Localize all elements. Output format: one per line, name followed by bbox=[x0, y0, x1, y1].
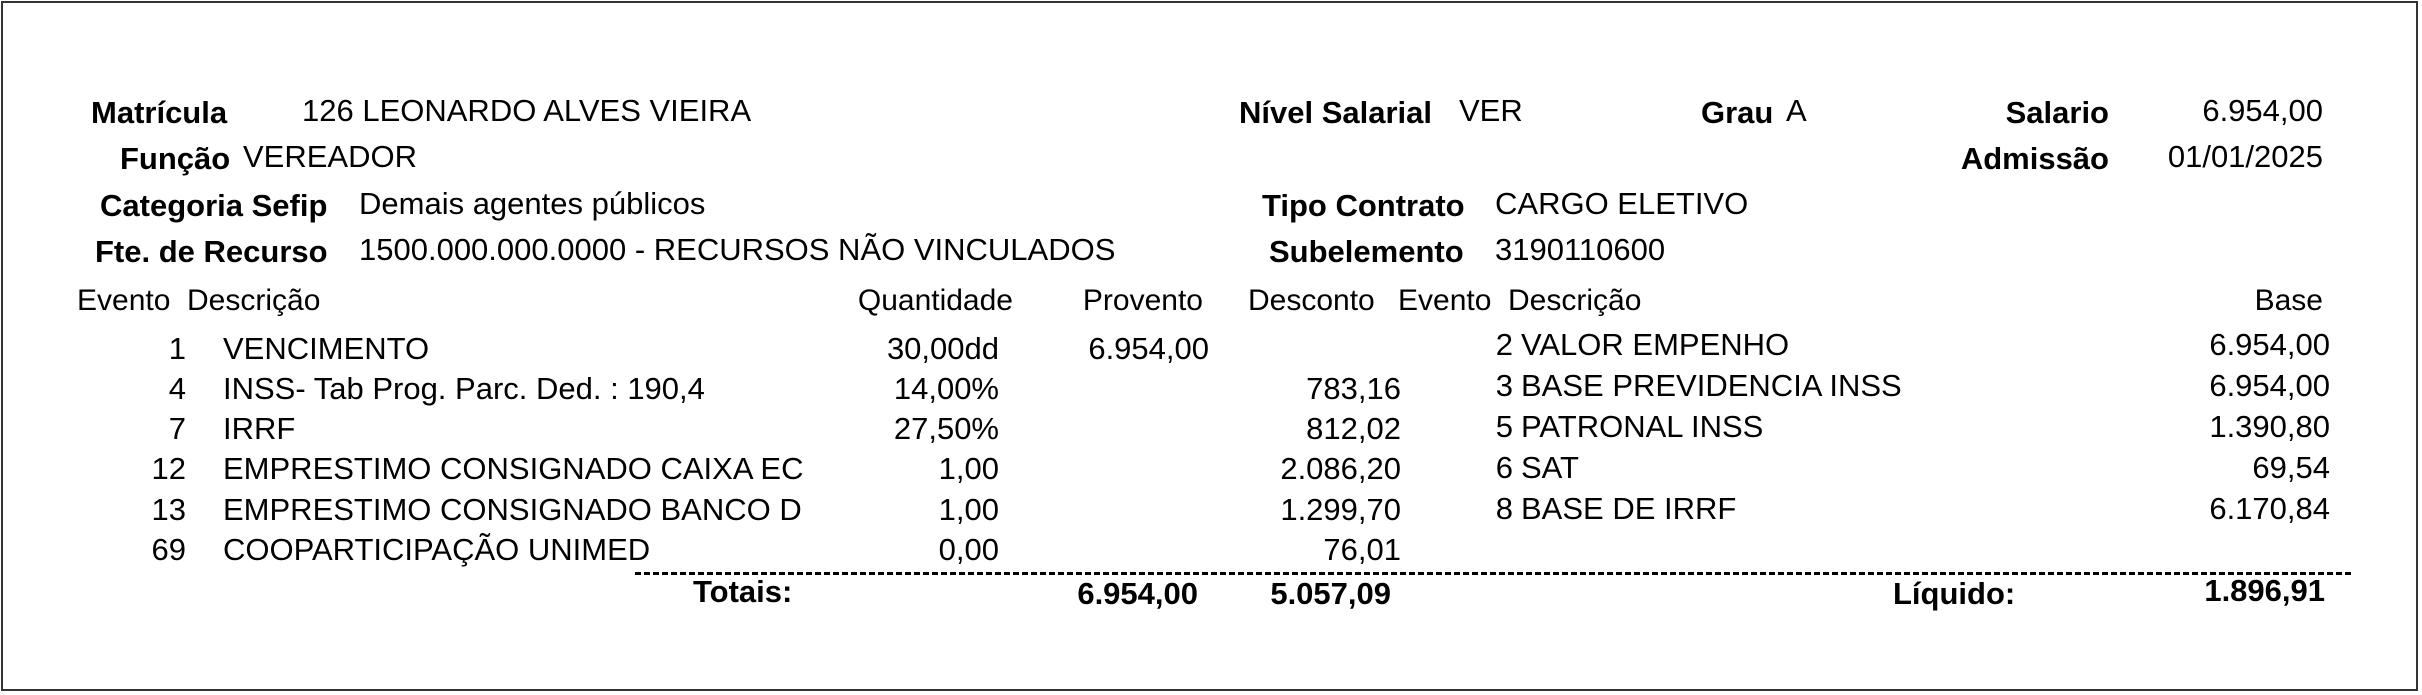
grau-value: A bbox=[1786, 93, 1807, 128]
base-description: VALOR EMPENHO bbox=[1521, 327, 1790, 362]
event-provento: 6.954,00 bbox=[1088, 331, 1209, 366]
col-evento2-header: Evento bbox=[1398, 284, 1492, 317]
base-value: 6.170,84 bbox=[2209, 491, 2330, 526]
base-code: 5 bbox=[1495, 409, 1513, 444]
matricula-label: Matrícula bbox=[91, 95, 228, 130]
salario-value: 6.954,00 bbox=[2202, 93, 2323, 128]
base-code: 3 bbox=[1495, 368, 1513, 403]
payslip-frame bbox=[1, 1, 2418, 691]
event-quantity: 30,00dd bbox=[886, 331, 999, 366]
subelemento-label: Subelemento bbox=[1269, 234, 1464, 269]
liquido-value: 1.896,91 bbox=[2204, 573, 2325, 608]
categoria-sefip-value: Demais agentes públicos bbox=[359, 186, 706, 221]
categoria-sefip-label: Categoria Sefip bbox=[100, 188, 328, 223]
col-desconto-header: Desconto bbox=[1248, 284, 1375, 317]
event-desconto: 2.086,20 bbox=[1280, 451, 1401, 486]
event-code: 7 bbox=[168, 411, 186, 446]
base-description: PATRONAL INSS bbox=[1521, 409, 1764, 444]
col-descricao2-header: Descrição bbox=[1508, 284, 1642, 317]
tipo-contrato-value: CARGO ELETIVO bbox=[1495, 186, 1749, 221]
base-code: 6 bbox=[1495, 450, 1513, 485]
nivel-salarial-value: VER bbox=[1459, 93, 1523, 128]
base-value: 69,54 bbox=[2252, 450, 2330, 485]
base-value: 6.954,00 bbox=[2209, 368, 2330, 403]
col-base-header: Base bbox=[2254, 284, 2323, 317]
base-description: BASE DE IRRF bbox=[1521, 491, 1737, 526]
fonte-recurso-label: Fte. de Recurso bbox=[95, 234, 328, 269]
salario-label: Salario bbox=[2005, 95, 2109, 130]
event-description: INSS- Tab Prog. Parc. Ded. : 190,4 bbox=[223, 371, 705, 406]
totals-divider bbox=[635, 572, 2351, 575]
col-descricao-header: Descrição bbox=[187, 284, 321, 317]
base-value: 1.390,80 bbox=[2209, 409, 2330, 444]
funcao-label: Função bbox=[120, 141, 231, 176]
event-quantity: 0,00 bbox=[938, 532, 999, 567]
event-code: 12 bbox=[151, 451, 186, 486]
fonte-recurso-value: 1500.000.000.0000 - RECURSOS NÃO VINCULADOS bbox=[359, 232, 1116, 267]
nivel-salarial-label: Nível Salarial bbox=[1239, 95, 1433, 130]
event-code: 1 bbox=[168, 331, 186, 366]
totals-label: Totais: bbox=[693, 574, 793, 609]
event-description: EMPRESTIMO CONSIGNADO BANCO D bbox=[223, 492, 802, 527]
event-desconto: 1.299,70 bbox=[1280, 492, 1401, 527]
event-quantity: 1,00 bbox=[938, 451, 999, 486]
admissao-value: 01/01/2025 bbox=[2167, 139, 2323, 174]
funcao-value: VEREADOR bbox=[243, 139, 417, 174]
event-desconto: 76,01 bbox=[1323, 532, 1401, 567]
totals-desconto: 5.057,09 bbox=[1270, 576, 1391, 611]
event-code: 13 bbox=[151, 492, 186, 527]
event-quantity: 27,50% bbox=[893, 411, 999, 446]
matricula-value: 126 LEONARDO ALVES VIEIRA bbox=[302, 93, 752, 128]
event-description: COOPARTICIPAÇÃO UNIMED bbox=[223, 532, 651, 567]
base-value: 6.954,00 bbox=[2209, 327, 2330, 362]
base-code: 8 bbox=[1495, 491, 1513, 526]
event-code: 69 bbox=[151, 532, 186, 567]
col-provento-header: Provento bbox=[1082, 284, 1203, 317]
event-description: EMPRESTIMO CONSIGNADO CAIXA EC bbox=[223, 451, 804, 486]
col-evento-header: Evento bbox=[77, 284, 171, 317]
event-description: IRRF bbox=[223, 411, 296, 446]
tipo-contrato-label: Tipo Contrato bbox=[1262, 188, 1465, 223]
base-description: SAT bbox=[1521, 450, 1579, 485]
event-quantity: 14,00% bbox=[893, 371, 999, 406]
event-desconto: 812,02 bbox=[1306, 411, 1401, 446]
liquido-label: Líquido: bbox=[1893, 576, 2016, 611]
subelemento-value: 3190110600 bbox=[1495, 232, 1666, 267]
col-quantidade-header: Quantidade bbox=[857, 284, 1013, 317]
event-code: 4 bbox=[168, 371, 186, 406]
base-code: 2 bbox=[1495, 327, 1513, 362]
grau-label: Grau bbox=[1701, 95, 1774, 130]
event-description: VENCIMENTO bbox=[223, 331, 430, 366]
admissao-label: Admissão bbox=[1960, 141, 2109, 176]
event-quantity: 1,00 bbox=[938, 492, 999, 527]
totals-provento: 6.954,00 bbox=[1077, 576, 1198, 611]
base-description: BASE PREVIDENCIA INSS bbox=[1521, 368, 1902, 403]
event-desconto: 783,16 bbox=[1306, 371, 1401, 406]
